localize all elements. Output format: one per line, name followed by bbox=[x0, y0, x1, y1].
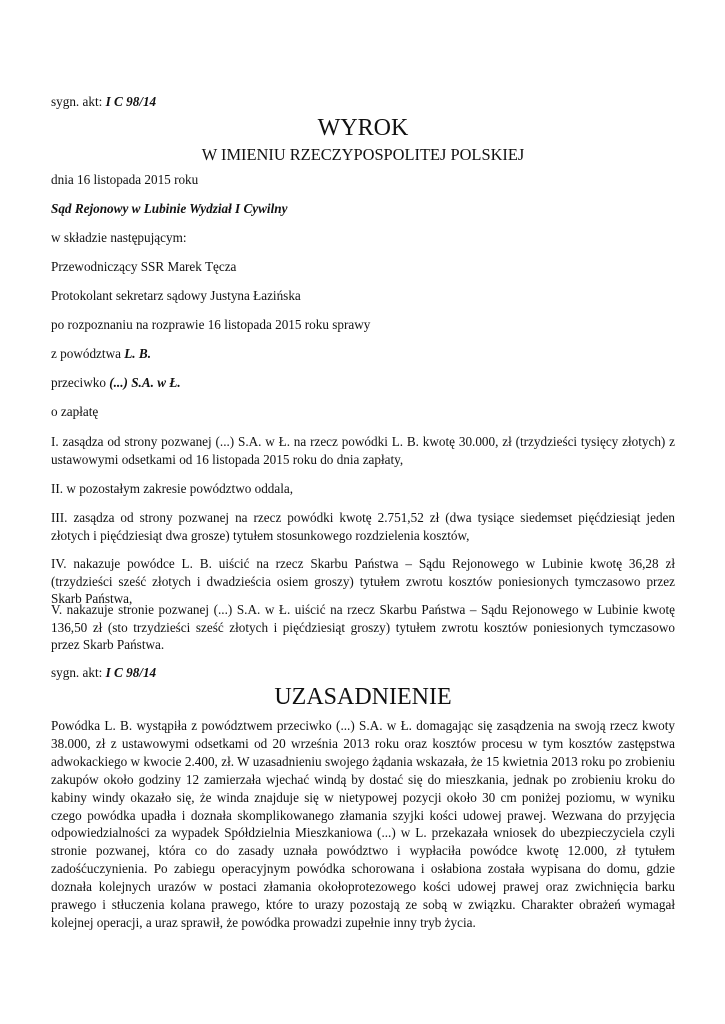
case-number: I C 98/14 bbox=[105, 94, 157, 109]
justification-title: UZASADNIENIE bbox=[274, 684, 452, 710]
case-signature-header bbox=[51, 94, 156, 110]
hearing-info: po rozpoznaniu na rozprawie 16 listopada 2015 roku sprawy bbox=[51, 317, 371, 332]
defendant-prefix: przeciwko bbox=[51, 375, 110, 390]
composition-label: w składzie następującym: bbox=[51, 230, 187, 245]
ruling-item: V. nakazuje stronie pozwanej (...) S.A. w Ł. uiścić na rzecz Skarbu Państwa – Sądu Rejonowego w Lubinie kwotę 136,50 zł (sto trzydzieści sześć złotych i pięćdziesiąt groszy) tytułem zwrotu kosztów poniesionych tymczasowo przez Skarb Państwa. bbox=[51, 602, 675, 652]
plaintiff-line bbox=[51, 346, 151, 362]
case-signature-header bbox=[51, 665, 156, 681]
defendant-name: (...) S.A. w Ł. bbox=[109, 375, 181, 390]
case-subject: o zapłatę bbox=[51, 404, 99, 419]
ruling-item: II. w pozostałym zakresie powództwo oddala, bbox=[51, 481, 294, 496]
ruling-item: I. zasądza od strony pozwanej (...) S.A. w Ł. na rzecz powódki L. B. kwotę 30.000, zł (trzydzieści tysięcy złotych) z ustawowymi odsetkami od 16 listopada 2015 roku do dnia zapłaty, bbox=[51, 434, 675, 467]
defendant-line bbox=[51, 375, 181, 391]
court-name: Sąd Rejonowy w Lubinie Wydział I Cywilny bbox=[51, 201, 288, 216]
document-title: WYROK bbox=[317, 115, 409, 141]
ruling-item: III. zasądza od strony pozwanej na rzecz powódki kwotę 2.751,52 zł (dwa tysiące siedemset pięćdziesiąt jeden złotych i pięćdziesiąt dwa grosze) tytułem stosunkowego rozdzielenia kosztów, bbox=[51, 510, 675, 543]
judgment-date: dnia 16 listopada 2015 roku bbox=[51, 172, 199, 187]
court-clerk: Protokolant sekretarz sądowy Justyna Łazińska bbox=[51, 288, 301, 303]
document-subtitle: W IMIENIU RZECZYPOSPOLITEJ POLSKIEJ bbox=[201, 145, 525, 164]
plaintiff-name: L. B. bbox=[124, 346, 151, 361]
case-signature-prefix: sygn. akt: bbox=[51, 94, 106, 109]
plaintiff-prefix: z powództwa bbox=[51, 346, 125, 361]
presiding-judge: Przewodniczący SSR Marek Tęcza bbox=[51, 259, 237, 274]
justification-paragraph: Powódka L. B. wystąpiła z powództwem przeciwko (...) S.A. w Ł. domagając się zasądzenia na swoją rzecz kwoty 38.000, zł z ustawowymi odsetkami od 20 września 2013 roku oraz kosztów procesu w tym kosztów zastępstwa adwokackiego w kwocie 2.400, zł. W uzasadnieniu swojego żądania wskazała, że 15 kwietnia 2013 roku po zrobieniu zakupów około godziny 12 zamierzała wjechać windą by dostać się do mieszkania, jednak po zrobieniu kroku do kabiny windy okazało się, że winda znajduje się w nietypowej pozycji około 30 cm poniżej poziomu, w wyniku czego powódka upadła i doznała skomplikowanego złamania szyjki kości udowej prawej. Wezwana do przyjęcia odpowiedzialności za wypadek Spółdzielnia Mieszkaniowa (...) w L. przekazała wniosek do ubezpieczyciela czyli stronie pozwanej, która co do zasady uznała powództwo i wypłaciła powódce kwotę 12.000, zł tytułem zadośćuczynienia. Po zabiegu operacyjnym powódka schorowana i osłabiona została wypisana do domu, gdzie doznała kolejnych urazów w postaci złamania okołoprotezowego kości udowej prawej oraz zwichnięcia barku prawego i stłuczenia kolana prawego, które to urazy pozostają ze sobą w związku. Charakter obrażeń wymagał kolejnej operacji, a uraz sprawił, że powódka prowadzi zupełnie inny tryb życia. bbox=[51, 718, 675, 930]
case-signature-prefix: sygn. akt: bbox=[51, 665, 106, 680]
case-number: I C 98/14 bbox=[105, 665, 157, 680]
ruling-item: IV. nakazuje powódce L. B. uiścić na rzecz Skarbu Państwa – Sądu Rejonowego w Lubinie kwotę 36,28 zł (trzydzieści sześć złotych i dwadzieścia osiem groszy) tytułem zwrotu kosztów poniesionych tymczasowo przez Skarb Państwa, bbox=[51, 556, 675, 606]
